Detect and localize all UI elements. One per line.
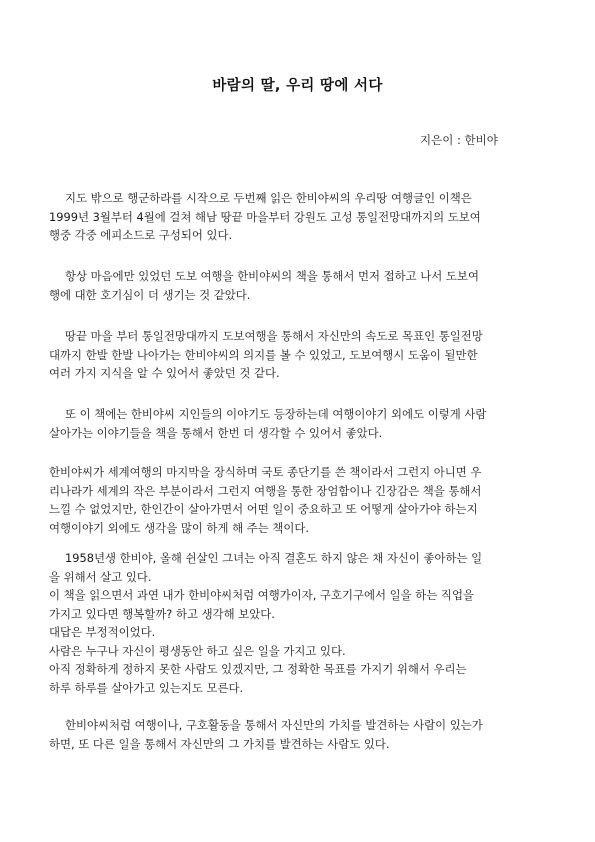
paragraph-line: 항상 마음에만 있었던 도보 여행을 한비야씨의 책을 통해서 먼저 접하고 나서 도보여 [65,269,479,283]
paragraph-line: 대답은 부정적이었다. [49,625,156,639]
paragraph [49,405,547,442]
paragraph-line: 살아가는 이야기들을 책을 통해서 한번 더 생각할 수 있어서 좋았다. [49,425,383,440]
paragraph-line: 사람은 누구나 자신이 평생동안 하고 싶은 일을 가지고 있다. [49,643,346,658]
paragraph [49,267,547,304]
paragraph-line: 여러 가지 지식을 알 수 있어서 좋았던 것 같다. [49,366,280,380]
paragraph [49,716,547,753]
paragraph [49,189,547,245]
paragraph-line: 1999년 3월부터 4월에 걸쳐 해남 땅끝 마을부터 강원도 고성 통일전망대까지의 도보여 [49,209,481,224]
paragraph-line: 한비야씨가 세계여행의 마지막을 장식하며 국토 종단기를 쓴 책이라서 그런지 아니면 우 [49,465,482,479]
paragraph-line: 하면, 또 다른 일을 통해서 자신만의 그 가치를 발견하는 사람도 있다. [49,736,390,751]
paragraph-line: 행에 대한 호기심이 더 생기는 것 같았다. [49,287,251,302]
author-line: 지은이 : 한비야 [420,133,498,147]
paragraph-line: 가지고 있다면 행복할까? 하고 생각해 보았다. [49,606,275,621]
paragraph-line: 땅끝 마을 부터 통일전망대까지 도보여행을 통해서 자신만의 속도로 목표인 통일전망 [65,329,483,343]
paragraph-line: 또 이 책에는 한비야씨 지인들의 이야기도 등장하는데 여행이야기 외에도 이렇게 사람 [65,407,487,421]
paragraph-line: 여행이야기 외에도 생각을 많이 하게 해 주는 책이다. [49,520,310,535]
paragraph-line: 1958년생 한비야, 올해 쉰살인 그녀는 아직 결혼도 하지 않은 채 자신이 좋아하는 일 [65,551,483,565]
paragraph-line: 행중 각중 에피소드로 구성되어 있다. [49,228,233,242]
paragraph-line: 한비야씨처럼 여행이나, 구호활동을 통해서 자신만의 가치를 발견하는 사람이 있는가 [65,718,483,732]
paragraph-line: 대까지 한발 한발 나아가는 한비야씨의 의지를 볼 수 있었고, 도보여행시 도움이 될만한 [49,347,478,362]
paragraph-line: 이 책을 읽으면서 과연 내가 한비야씨처럼 여행가이자, 구호기구에서 일을 하는 직업을 [49,588,474,602]
paragraph-line: 을 위해서 살고 있다. [49,569,152,584]
paragraph-line: 리나라가 세계의 작은 부분이라서 그런지 여행을 통한 장엄함이나 긴장감은 책을 통해서 [49,483,482,498]
paragraph-line: 하루 하루를 살아가고 있는지도 모른다. [49,680,244,695]
document-title: 바람의 딸, 우리 땅에 서다 [212,78,383,94]
paragraph [49,463,547,537]
paragraph [49,549,547,697]
paragraph-line: 아직 정확하게 정하지 못한 사람도 있겠지만, 그 정확한 목표를 가지기 위해서 우리는 [49,662,467,676]
paragraph-line: 느낄 수 없었지만, 한인간이 살아가면서 어떤 일이 중요하고 또 어떻게 살아가야 하는지 [49,502,478,516]
paragraph-line: 지도 밖으로 행군하라를 시작으로 두번째 읽은 한비야씨의 우리땅 여행글인 이책은 [65,191,472,205]
paragraph [49,327,547,383]
